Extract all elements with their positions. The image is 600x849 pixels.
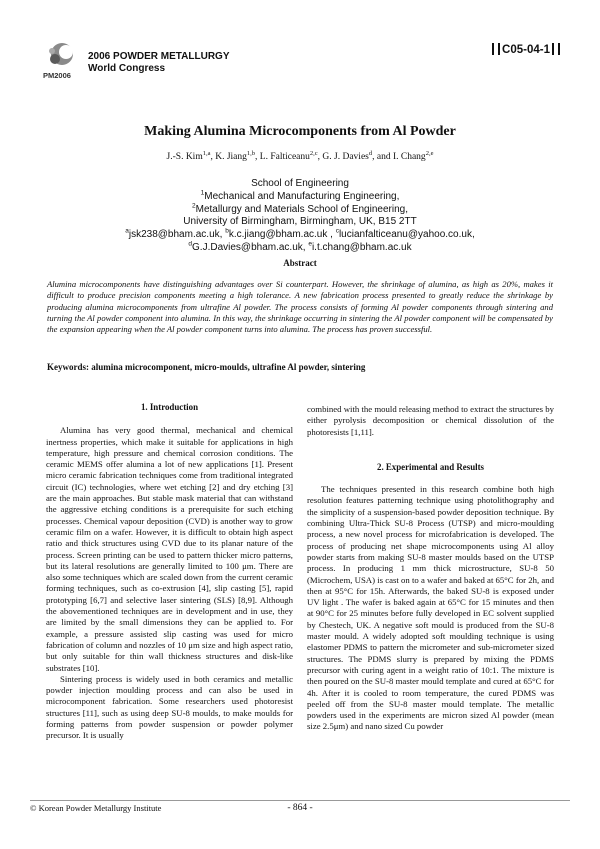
author-name: I. Chang — [392, 152, 426, 162]
author-sup: 2,e — [425, 149, 434, 157]
section-heading-introduction: 1. Introduction — [140, 402, 199, 412]
footer-rule — [30, 800, 570, 801]
email-link[interactable]: i.t.chang@bham.ac.uk — [311, 241, 412, 253]
email-link[interactable]: G.J.Davies@bham.ac.uk, — [192, 241, 309, 253]
abstract-text: Alumina microcomponents have distinguishing advantages over Si counterpart. However, the shrinkage of alumina, as high as 20%, makes it difficult to produce precision components meeting a high tolerance. A new fabrication process presented to greatly reduce the shrinkage by producing alumina microcomponents from ultrafine Al powder. The process consists of forming Al powder components through sintering and turning the Al powder component into alumina. In this way, the shrinkage occurring in sintering the Al powder component will be compensated by the expansion appearing when the Al powder component turns into alumina. The process has proven successful. — [47, 279, 553, 335]
affiliations — [0, 178, 600, 255]
intro-paragraph-2: Sintering process is widely used in both ceramics and metallic powder injection moulding process and can also be used in microcomponent fabrication. Some researchers used photoresist structures [11], such as using deep SU-8 moulds, to make moulds for forming patterns from powder suspension or powder polymer precursor. It is usually — [46, 673, 293, 741]
email-link[interactable]: k.c.jiang@bham.ac.uk , — [228, 229, 336, 241]
author-list: J.-S. Kim$^{1,a}$, K. Jiang$^{1,b}$, L. Falticeanu$^{2,c}$, G. J. Davies$^d$, and I. Chang$^{2,e}$ — [166, 149, 434, 162]
author-name: J.-S. Kim — [166, 152, 203, 162]
email-link[interactable]: lucianfalticeanu@yahoo.co.uk, — [338, 229, 475, 241]
experimental-paragraph-1: The techniques presented in this research combine both high resolution features patterning technique using photolithography and the simplicity of a suspension-based powder deposition technique. By combining Ultra-Thick SU-8 Process (UTSP) and micro-moulding process, a new novel process for microfabrication is developed. The process of producing net shape microcomponents using Al alloy powder starts from making SU-8 master moulds based on the UTSP process. In producing 1 mm thick microstructure, SU-8 50 (Microchem, USA) is cast on to a wafer and baked at 65°C for 2h, and then at 95°C for 15h. Afterwards, the baked SU-8 is exposed under UV light . The wafer is baked again at 65°C for 15 minutes and then at 90°C for 25 minutes before fully developed in EC solvent supplied by Chestech, UK. A negative soft mould is produced from the SU-8 master mould. A widely adopted soft moulding technique is using elastomer PDMS to pattern the micrometer and sub-micrometer sized structures. The PDMS slurry is prepared by mixing the PDMS precursor with curing agent in a weight ratio of 10:1. The mixture is then poured on the SU-8 master mould template and cured at 65°C for 4h. After it is cooled to room temperature, the cured PDMS was peeled off from the SU-8 master mould template. The metallic powders used in the experiments are micron sized Al powder (mean size 2.5μm) and nano sized Cu powder — [307, 484, 554, 732]
pm2006-logo-icon — [42, 40, 78, 80]
footer-copyright: © Korean Powder Metallurgy Institute — [30, 803, 162, 813]
affiliation-emails-2: $^d$G.J.Davies@bham.ac.uk, $^e$i.t.chang@bham.ac.uk — [188, 240, 412, 253]
section-heading-experimental: 2. Experimental and Results — [377, 461, 484, 472]
keywords: Keywords: alumina microcomponent, micro-moulds, ultrafine Al powder, sintering — [47, 362, 366, 372]
author-name: K. Jiang — [215, 152, 247, 162]
conference-line2: World Congress — [88, 63, 166, 74]
affiliation-school: School of Engineering — [251, 178, 349, 189]
author-name: L. Falticeanu — [259, 152, 310, 162]
abstract-heading: Abstract — [283, 258, 317, 268]
right-column — [307, 404, 554, 733]
left-column — [46, 402, 293, 742]
paper-title: Making Alumina Microcomponents from Al Powder — [144, 124, 456, 139]
affiliation-dept2: $^2$Metallurgy and Materials School of Engineering, — [192, 202, 408, 215]
paper-code-text: C05-04-1 — [502, 44, 550, 56]
conference-name — [88, 51, 230, 75]
affiliation-dept1: $^1$Mechanical and Manufacturing Engineering, — [200, 189, 400, 202]
author-sup: d — [368, 149, 373, 157]
logo-text: PM2006 — [43, 71, 71, 80]
author-sup: 2,c — [309, 149, 318, 157]
author-sup: 1,b — [246, 149, 256, 157]
intro-paragraph-continued: combined with the mould releasing method to extract the structures by either pyrolysis decomposition or chemical dissolution of the photoresists [1,11]. — [307, 404, 554, 437]
affiliation-university: University of Birmingham, Birmingham, UK, B15 2TT — [183, 216, 417, 228]
author-sup: 1,a — [202, 149, 211, 157]
conference-line1: 2006 POWDER METALLURGY — [88, 51, 230, 62]
intro-paragraph-1: Alumina has very good thermal, mechanical and chemical inertness properties, which make it suitable for applications in high temperature, high pressure and chemical corrosion conditions. The ceramic MEMS offer alumina a lot of new applications [1]. Present micro ceramic fabrication techniques come from traditional integrated circuit (IC) technologies, where wet etching [2] and dry etching [3] are the main approaches. But stable mask material that can withstand the aggressive etching conditions is a prerequisite for such etching processes. Chemical vapour deposition (CVD) is another way to grow ceramic film on a wafer. However, it is difficult to obtain high aspect ratio and thick structures using CVD due to its planar nature of the process. Screen printing can be used to pattern thicker micro patterns, but its lateral resolutions are generally limited to 100 μm. There are also some techniques which are scaled down from the current ceramic forming techniques, such as co-extrusion [4], slip casting [5], rapid prototyping [6,7] and selective laser sintering (SLS) [8,9]. Although the abovementioned techniques are in development and in use, they are limited by the small dimensions they can be applied to. For example, a pressure assisted slip casting was used for micro fabrication of column and nozzles of 10 μm size and high aspect ratio, but only suitable for thin wall thickness structures and disk-like substrates [10]. — [46, 425, 293, 673]
author-name: G. J. Davies — [322, 152, 369, 162]
page-number: - 864 - — [287, 803, 313, 813]
affiliation-emails-1: $^a$jsk238@bham.ac.uk, $^b$k.c.jiang@bham.ac.uk , $^c$lucianfalticeanu@yahoo.co.uk, — [125, 227, 475, 241]
paper-code — [490, 43, 562, 56]
email-link[interactable]: jsk238@bham.ac.uk, — [128, 229, 226, 241]
